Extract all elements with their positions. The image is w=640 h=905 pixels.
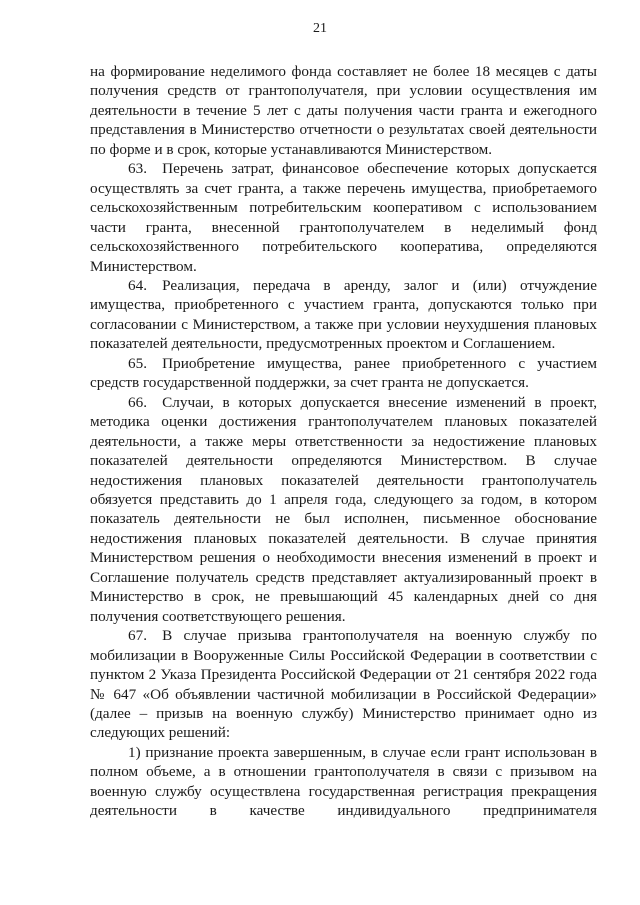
paragraph-67-item-1: 1) признание проекта завершенным, в случае если грант использован в полном объеме, а в отношении грантополучателя в связи с призывом на военную службу осуществлена государственная регистрация прекращения деятельности в качестве индивидуального предпринимателя — [90, 743, 597, 820]
paragraph-65: 65. Приобретение имущества, ранее приобретенного с участием средств государственной поддержки, за счет гранта не допускается. — [90, 354, 597, 392]
paragraph-63: 63. Перечень затрат, финансовое обеспечение которых допускается осуществлять за счет гранта, а также перечень имущества, приобретаемого сельскохозяйственным потребительским кооперативом с использованием части гранта, внесенной грантополучателем в неделимый фонд сельскохозяйственного потребительского кооператива, определяются Министерством. — [90, 160, 597, 275]
paragraph-67: 67. В случае призыва грантополучателя на военную службу по мобилизации в Вооруженные Силы Российской Федерации в соответствии с пунктом 2 Указа Президента Российской Федерации от 21 сентября 2022 года № 647 «Об объявлении частичной мобилизации в Российской Федерации» (далее – призыв на военную службу) Министерство принимает одно из следующих решений: — [90, 627, 597, 742]
paragraph-continuation: на формирование неделимого фонда составляет не более 18 месяцев с даты получения средств от грантополучателя, при условии осуществления им деятельности в течение 5 лет с даты получения части гранта и ежегодного представления в Министерство отчетности о результатах своей деятельности по форме и в срок, которые устанавливаются Министерством. — [90, 63, 597, 158]
document-body — [90, 62, 597, 821]
paragraph-66: 66. Случаи, в которых допускается внесение изменений в проект, методика оценки достижения грантополучателем плановых показателей деятельности, а также меры ответственности за недостижение плановых показателей деятельности определяются Министерством. В случае недостижения плановых показателей деятельности грантополучатель обязуется представить до 1 апреля года, следующего за годом, в котором показатель деятельности не был исполнен, письменное обоснование недостижения плановых показателей деятельности. В случае принятия Министерством решения о необходимости внесения изменений в проект и Соглашение получатель средств представляет актуализированный проект в Министерство в срок, не превышающий 45 календарных дней со дня получения соответствующего решения. — [90, 393, 597, 625]
paragraph-64: 64. Реализация, передача в аренду, залог и (или) отчуждение имущества, приобретенного с участием гранта, допускаются только при согласовании с Министерством, а также при условии неухудшения плановых показателей деятельности, предусмотренных проектом и Соглашением. — [90, 276, 597, 353]
page-number: 21 — [313, 21, 327, 36]
